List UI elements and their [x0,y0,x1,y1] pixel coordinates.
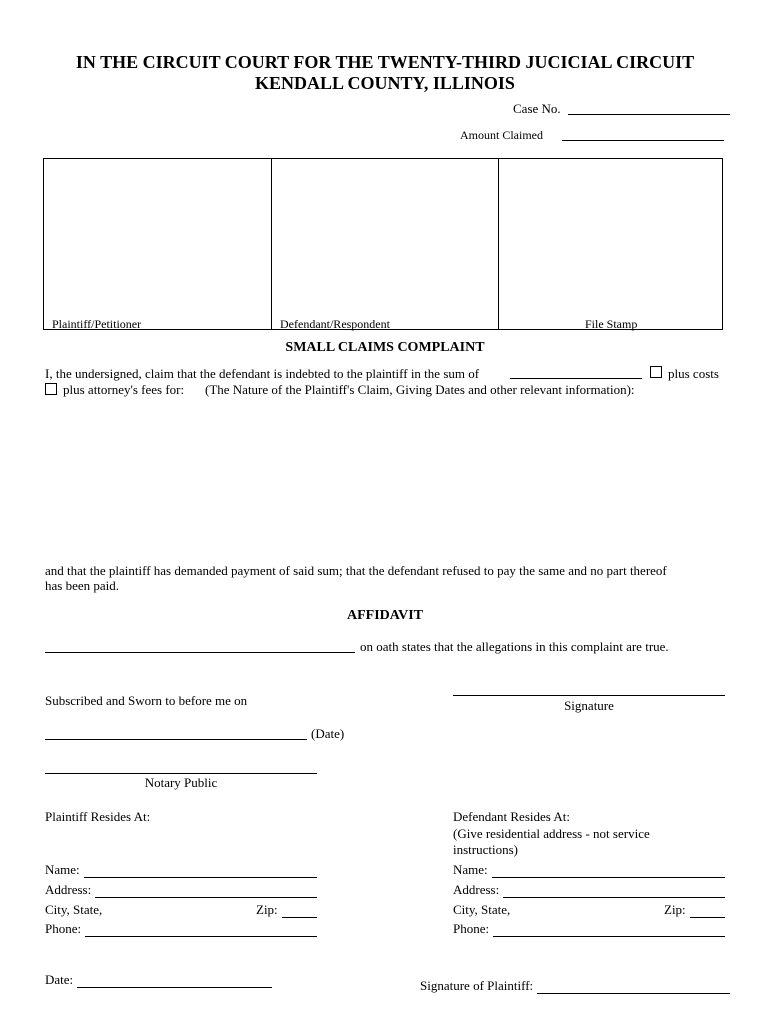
plaintiff-address-label: Address: [45,882,92,897]
file-stamp-label: File Stamp [585,317,638,331]
court-title: IN THE CIRCUIT COURT FOR THE TWENTY-THIRD JUCICIAL CIRCUIT [75,52,695,72]
plaintiff-zip-field[interactable] [282,905,317,918]
defendant-resides-heading: Defendant Resides At: [453,809,570,824]
defendant-note-line-1: (Give residential address - not service [453,826,650,841]
plaintiff-city-state-label: City, State, [45,902,103,917]
defendant-name-field[interactable] [492,865,725,878]
defendant-phone-row [453,921,725,937]
plaintiff-name-label: Name: [45,862,80,877]
notary-label: Notary Public [144,775,218,790]
attorney-fees-checkbox[interactable] [45,383,57,395]
divider [271,159,272,329]
plaintiff-phone-label: Phone: [45,921,82,936]
signature-label: Signature [564,698,614,713]
date-label: (Date) [311,726,345,741]
defendant-zip-row [664,902,725,918]
plus-costs-checkbox[interactable] [650,366,662,378]
defendant-zip-field[interactable] [690,905,725,918]
county-title: KENDALL COUNTY, ILLINOIS [255,73,515,93]
case-no-field[interactable] [568,114,730,115]
claim-text: I, the undersigned, claim that the defendant is indebted to the plaintiff in the sum of [45,366,480,381]
nature-text: (The Nature of the Plaintiff's Claim, Giving Dates and other relevant information): [205,382,635,397]
subscribed-text: Subscribed and Sworn to before me on [45,693,248,708]
plaintiff-address-field[interactable] [95,885,317,898]
affidavit-heading: AFFIDAVIT [347,608,423,623]
footer-date-label: Date: [45,972,74,987]
plaintiff-label: Plaintiff/Petitioner [52,317,142,331]
footer-date-row [45,972,272,988]
plaintiff-phone-field[interactable] [85,924,317,937]
defendant-name-label: Name: [453,862,488,877]
demand-line-2: has been paid. [45,578,120,593]
defendant-address-label: Address: [453,882,500,897]
plaintiff-phone-row [45,921,317,937]
notary-field[interactable] [45,773,317,774]
parties-box [43,158,723,330]
defendant-name-row [453,862,725,878]
plus-costs-label: plus costs [668,366,719,381]
claim-amount-field[interactable] [510,378,642,379]
plaintiff-signature-label: Signature of Plaintiff: [420,978,534,993]
defendant-phone-field[interactable] [493,924,725,937]
plaintiff-signature-row [420,978,730,994]
attorney-fees-label: plus attorney's fees for: [63,382,185,397]
amount-claimed-field[interactable] [562,140,724,141]
defendant-phone-label: Phone: [453,921,490,936]
plaintiff-name-field[interactable] [84,865,317,878]
defendant-address-field[interactable] [503,885,725,898]
case-no-label: Case No. [513,101,561,116]
signature-field[interactable] [453,695,725,696]
affiant-name-field[interactable] [45,652,355,653]
divider [498,159,499,329]
sworn-date-field[interactable] [45,739,307,740]
plaintiff-name-row [45,862,317,878]
plaintiff-zip-label: Zip: [256,902,278,917]
footer-date-field[interactable] [77,975,272,988]
demand-line-1: and that the plaintiff has demanded payment of said sum; that the defendant refused to pay the same and no part thereof [45,563,667,578]
plaintiff-resides-heading: Plaintiff Resides At: [45,809,151,824]
defendant-city-state-label: City, State, [453,902,511,917]
plaintiff-signature-field[interactable] [537,981,730,994]
amount-claimed-label: Amount Claimed [460,128,543,142]
defendant-label: Defendant/Respondent [280,317,390,331]
defendant-note-line-2: instructions) [453,842,518,857]
plaintiff-address-row [45,882,317,898]
defendant-zip-label: Zip: [664,902,686,917]
defendant-address-row [453,882,725,898]
plaintiff-zip-row [256,902,317,918]
oath-text: on oath states that the allegations in this complaint are true. [360,639,669,654]
complaint-heading: SMALL CLAIMS COMPLAINT [285,340,485,355]
